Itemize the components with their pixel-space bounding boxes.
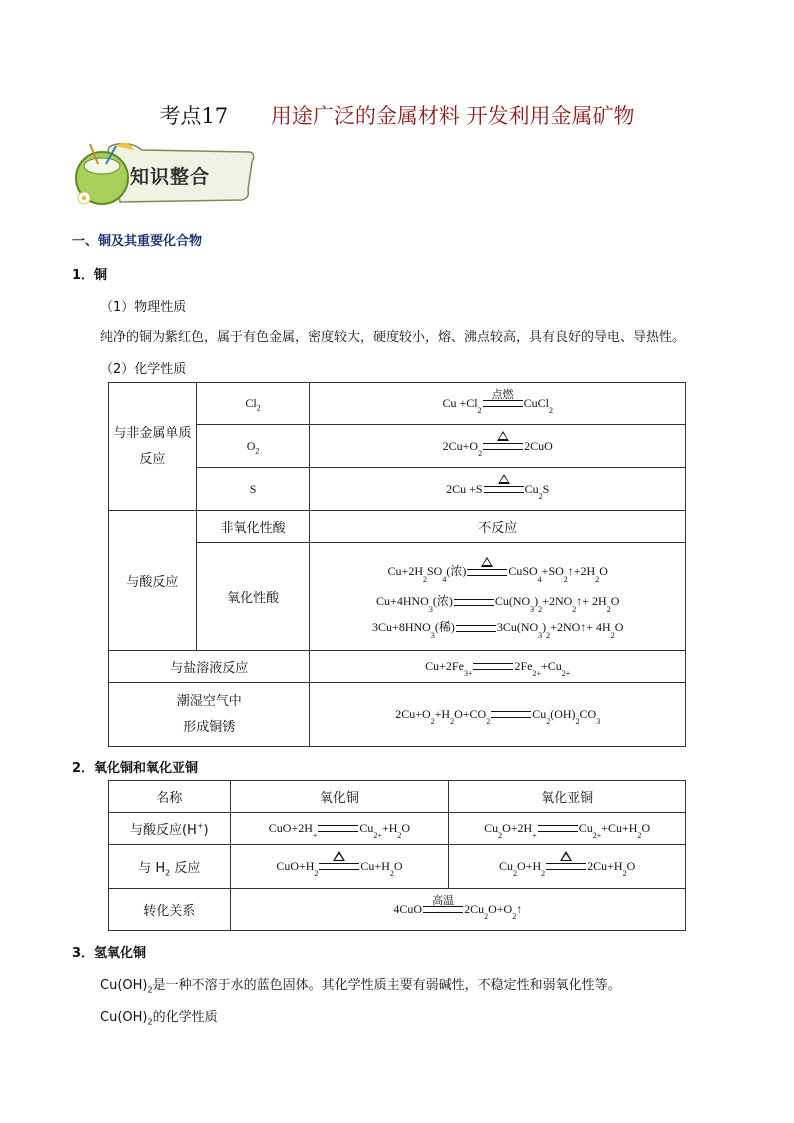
group-air-line1: 潮湿空气中: [176, 693, 242, 709]
physical-heading: （1）物理性质: [100, 300, 187, 315]
row-acid: 与酸反应(H+): [109, 813, 231, 845]
heat-icon: [560, 851, 572, 861]
cuo-h2: CuO+H 2 Cu+H 2 O: [230, 845, 449, 889]
equation-o2: 2Cu+O 2 2CuO: [310, 425, 686, 468]
topic-number: 考点17: [159, 104, 229, 128]
subsection-heading: 3．氢氧化铜: [72, 946, 147, 961]
header-name: 名称: [109, 781, 231, 813]
subsection-heading: 1．铜: [72, 268, 108, 283]
chemical-heading: （2）化学性质: [100, 362, 187, 377]
subsection-heading: 2．氧化铜和氧化亚铜: [72, 761, 199, 776]
reactant-s: S: [196, 468, 310, 511]
non-oxidizing-acid: 非氧化性酸: [196, 511, 310, 543]
cu2o-h2: Cu 2 O+H 2 2Cu+H 2 O: [449, 845, 686, 889]
physical-text: 纯净的铜为紫红色，属于有色金属，密度较大，硬度较小，熔、沸点较高，具有良好的导电、导热性。: [100, 330, 686, 345]
group-air: [109, 683, 310, 747]
reactant-o2: $O_2$: [196, 425, 310, 468]
equation-s: 2Cu +S Cu 2 S: [310, 468, 686, 511]
convert-equation: 4CuO 高温 2Cu 2 O+O 2 ↑: [230, 889, 685, 931]
group-acid: 与酸反应: [109, 511, 197, 651]
row-convert: 转化关系: [109, 889, 231, 931]
reactant-cl2: $Cl_2$: [196, 383, 310, 425]
knowledge-badge: [72, 140, 257, 210]
topic-title: 用途广泛的金属材料 开发利用金属矿物: [270, 104, 635, 128]
badge-label: 知识整合: [130, 166, 211, 188]
hydroxide-sub: $Cu(OH)_2$的化学性质: [100, 1010, 218, 1027]
heat-icon: [481, 557, 493, 567]
heat-icon: [497, 431, 509, 441]
group-air-line2: 形成铜锈: [183, 719, 236, 735]
page-title: [0, 100, 794, 130]
hydroxide-text: $Cu(OH)_2$是一种不溶于水的蓝色固体。其化学性质主要有弱碱性，不稳定性和弱氧化性等。: [100, 978, 621, 995]
copper-reactions-table: [108, 382, 686, 747]
oxides-table: [108, 780, 686, 931]
oxidizing-acid: 氧化性酸: [196, 543, 310, 651]
heat-icon: [333, 851, 345, 861]
cuo-acid: CuO+2H + Cu 2+ +H 2 O: [230, 813, 449, 845]
row-h2: 与 $H_2$ 反应: [109, 845, 231, 889]
equation-cl2: Cu +Cl 2 点燃 CuCl 2: [310, 383, 686, 425]
section-heading: 一、铜及其重要化合物: [72, 234, 203, 249]
no-reaction: 不反应: [310, 511, 686, 543]
cu2o-acid: Cu 2 O+2H + Cu 2+ +Cu+H 2 O: [449, 813, 686, 845]
group-salt: 与盐溶液反应: [109, 651, 310, 683]
header-cuo: 氧化铜: [230, 781, 449, 813]
equation-air: 2Cu+O 2 +H 2 O+CO 2 Cu 2 (OH) 2 CO 3: [310, 683, 686, 747]
equations-oxidizing-acid: Cu+2H 2 SO 4 (浓) CuSO 4 +SO 2 ↑+2H 2 O Cu+4HNO 3 (浓) Cu(NO 3 ) 2 +2NO 2 ↑+ 2H 2 O 3Cu+8HNO 3 (稀) 3Cu(NO 3 ) 2 +2NO↑+ 4H 2 O: [310, 543, 686, 651]
equation-salt: Cu+2Fe 3+ 2Fe 2+ +Cu 2+: [310, 651, 686, 683]
group-nonmetal: 与非金属单质反应: [109, 383, 197, 511]
heat-icon: [498, 474, 510, 484]
header-cu2o: 氧化亚铜: [449, 781, 686, 813]
